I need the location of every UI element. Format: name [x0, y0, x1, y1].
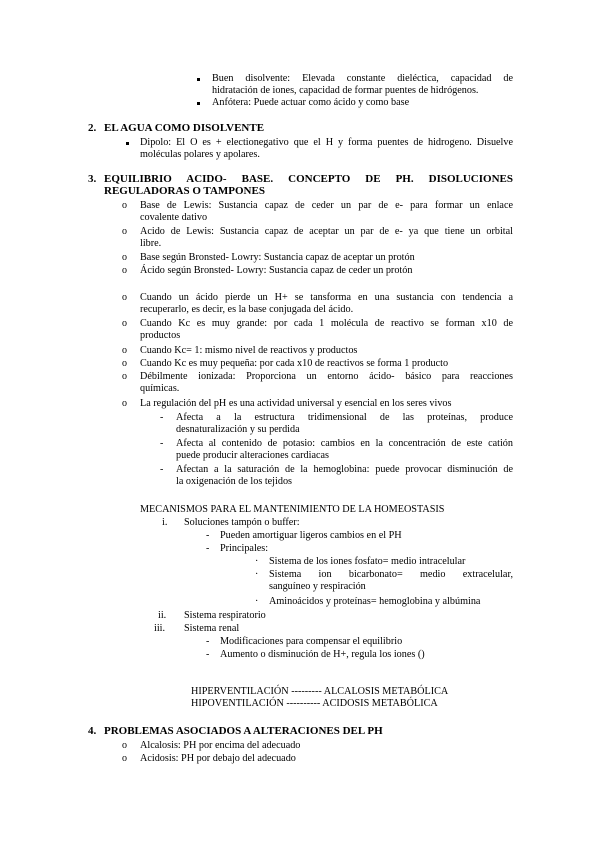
section-heading-cont: REGULADORAS O TAMPONES [104, 185, 265, 197]
list-item: Base de Lewis: Sustancia capaz de ceder un par de e- para formar un enlace [140, 200, 513, 211]
section-number: 4. [88, 725, 97, 737]
list-item: Cuando un ácido pierde un H+ se tansforma en una sustancia con tendencia a [140, 292, 513, 303]
sub-item-cont: desnaturalización y su perdida [176, 424, 300, 435]
list-item-cont: recuperarlo, es decir, es la base conjugada del ácido. [140, 304, 354, 315]
list-item: Buen disolvente: Elevada constante dieléctica, capacidad de [212, 73, 513, 84]
list-item: Cuando Kc= 1: mismo nivel de reactivos y productos [140, 345, 358, 356]
list-item-cont: libre. [140, 238, 162, 249]
list-item: Cuando Kc es muy pequeña: por cada x10 de reactivos se forma 1 producto [140, 358, 449, 369]
circle-bullet-icon: o [122, 265, 127, 276]
bullet-icon [197, 102, 200, 105]
dot-bullet-icon: · [255, 569, 259, 580]
dot-bullet-icon: · [255, 596, 259, 607]
mechanism-item: Sistema respiratorio [184, 610, 266, 621]
section-number: 2. [88, 122, 97, 134]
principal-item: Sistema ion bicarbonato= medio extracelular, [269, 569, 513, 580]
sub-item: Afecta a la estructura tridimensional de las proteínas, produce [176, 412, 513, 423]
subsection-title: MECANISMOS PARA EL MANTENIMIENTO DE LA HOMEOSTASIS [140, 504, 445, 515]
circle-bullet-icon: o [122, 318, 127, 329]
list-item: Acido de Lewis: Sustancia capaz de aceptar un par de e- ya que tiene un orbital [140, 226, 513, 237]
list-item-cont: moléculas polares y apolares. [140, 149, 260, 160]
list-item: Cuando Kc es muy grande: por cada 1 molécula de reactivo se forman x10 de [140, 318, 513, 329]
dash-bullet-icon: - [160, 438, 164, 449]
hipoventilacion-line: HIPOVENTILACIÓN ---------- ACIDOSIS METABÓLICA [191, 698, 438, 709]
principal-item-cont: sanguíneo y respiración [269, 581, 366, 592]
principal-item: Aminoácidos y proteínas= hemoglobina y albúmina [269, 596, 481, 607]
section-heading: EQUILIBRIO ACIDO- BASE. CONCEPTO DE PH. DISOLUCIONES [104, 173, 513, 185]
mechanism-sub-item: Principales: [220, 543, 269, 554]
circle-bullet-icon: o [122, 371, 127, 382]
list-item: Acidosis: PH por debajo del adecuado [140, 753, 296, 764]
bullet-icon [197, 78, 200, 81]
hiperventilacion-line: HIPERVENTILACIÓN --------- ALCALOSIS METABÓLICA [191, 686, 449, 697]
circle-bullet-icon: o [122, 292, 127, 303]
mechanism-item: Soluciones tampón o buffer: [184, 517, 300, 528]
circle-bullet-icon: o [122, 252, 127, 263]
roman-numeral: ii. [158, 610, 167, 621]
section-heading: PROBLEMAS ASOCIADOS A ALTERACIONES DEL PH [104, 725, 383, 737]
mechanism-sub-item: Aumento o disminución de H+, regula los iones () [220, 649, 425, 660]
list-item: Dipolo: El O es + electionegativo que el H y forma puentes de hidrogeno. Disuelve [140, 137, 513, 148]
list-item: Débilmente ionizada: Proporciona un entorno ácido- básico para reacciones [140, 371, 513, 382]
circle-bullet-icon: o [122, 753, 127, 764]
circle-bullet-icon: o [122, 358, 127, 369]
circle-bullet-icon: o [122, 345, 127, 356]
dash-bullet-icon: - [160, 412, 164, 423]
circle-bullet-icon: o [122, 226, 127, 237]
list-item-cont: hidratación de iones, capacidad de formar puentes de hidrógenos. [212, 85, 479, 96]
circle-bullet-icon: o [122, 740, 127, 751]
section-heading: EL AGUA COMO DISOLVENTE [104, 122, 265, 134]
dash-bullet-icon: - [206, 649, 210, 660]
dash-bullet-icon: - [160, 464, 164, 475]
list-item: Base según Bronsted- Lowry: Sustancia capaz de aceptar un protón [140, 252, 415, 263]
sub-item-cont: puede producir alteraciones cardiacas [176, 450, 330, 461]
list-item: Ácido según Bronsted- Lowry: Sustancia capaz de ceder un protón [140, 265, 413, 276]
dot-bullet-icon: · [255, 556, 259, 567]
sub-item-cont: la oxigenación de los tejidos [176, 476, 292, 487]
mechanism-sub-item: Modificaciones para compensar el equilibrio [220, 636, 403, 647]
circle-bullet-icon: o [122, 398, 127, 409]
dash-bullet-icon: - [206, 543, 210, 554]
mechanism-sub-item: Pueden amortiguar ligeros cambios en el PH [220, 530, 402, 541]
circle-bullet-icon: o [122, 200, 127, 211]
list-item: La regulación del pH es una actividad universal y esencial en los seres vivos [140, 398, 452, 409]
section-number: 3. [88, 173, 97, 185]
principal-item: Sistema de los iones fosfato= medio intracelular [269, 556, 466, 567]
sub-item: Afectan a la saturación de la hemoglobina: puede provocar disminución de [176, 464, 513, 475]
sub-item: Afecta al contenido de potasio: cambios en la concentración de este catión [176, 438, 513, 449]
mechanism-item: Sistema renal [184, 623, 240, 634]
roman-numeral: iii. [154, 623, 166, 634]
roman-numeral: i. [162, 517, 168, 528]
bullet-icon [126, 142, 129, 145]
dash-bullet-icon: - [206, 530, 210, 541]
list-item-cont: químicas. [140, 383, 180, 394]
list-item: Anfótera: Puede actuar como ácido y como base [212, 97, 410, 108]
list-item-cont: covalente dativo [140, 212, 208, 223]
list-item-cont: productos [140, 330, 181, 341]
dash-bullet-icon: - [206, 636, 210, 647]
list-item: Alcalosis: PH por encima del adecuado [140, 740, 301, 751]
